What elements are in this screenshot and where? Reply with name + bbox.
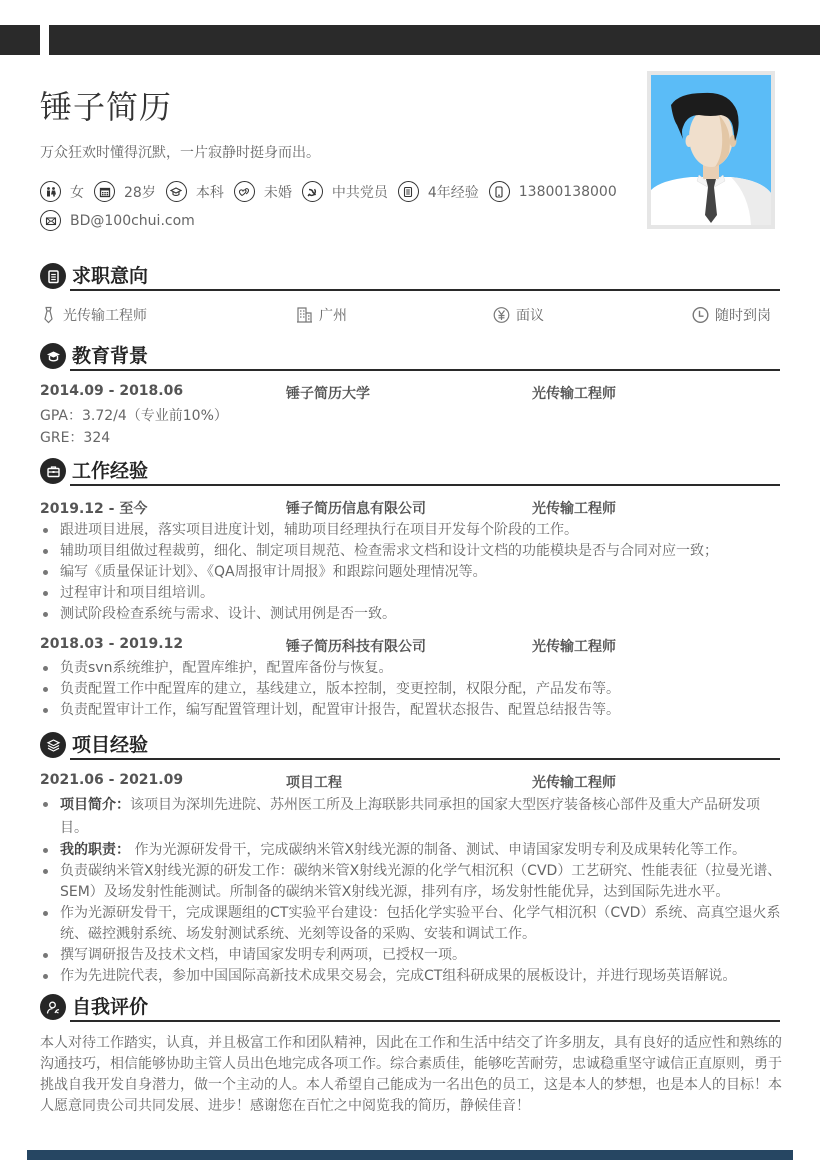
personal-info-row-1 [40,181,627,202]
section-divider [70,369,780,371]
list-item: 编写《质量保证计划》、《QA周报审计周报》和跟踪问题处理情况等。 [40,562,785,583]
info-education [166,181,224,202]
list-item: 测试阶段检查系统与需求、设计、测试用例是否一致。 [40,604,785,625]
intent-availability [692,305,771,325]
intent-salary [493,305,544,325]
work-period: 2019.12 - 至今 [40,501,148,517]
info-email [40,210,195,231]
list-item: 负责配置审计工作，编写配置管理计划，配置审计报告，配置状态报告、配置总结报告等。 [40,700,785,721]
avatar-illustration-icon [651,75,771,225]
intent-city-text: 广州 [319,308,347,324]
graduation-cap-icon [40,343,66,369]
profile-photo [647,71,775,229]
party-emblem-icon [302,181,323,202]
layers-icon [40,732,66,758]
info-age-text: 28岁 [124,184,156,201]
list-item: 作为光源研发骨干，完成课题组的CT实验平台建设：包括化学实验平台、化学气相沉积（CVD）系统、高真空退火系统、磁控溅射系统、场发射测试系统、光刻等设备的采购、安装和调试工作。 [40,903,785,945]
calendar-icon [94,181,115,202]
project-period: 2021.06 - 2021.09 [40,772,184,788]
section-divider [70,1020,780,1022]
info-marital-text: 未婚 [263,184,292,201]
clock-icon [692,306,709,324]
section-header-project [40,732,780,760]
tie-icon [40,306,57,324]
work-duties-list [40,520,785,625]
info-phone [489,181,617,202]
list-item: 过程审计和项目组培训。 [40,583,785,604]
work-entry-header [40,498,780,518]
info-marital [234,181,292,202]
section-header-intent [40,263,780,291]
section-divider [70,484,780,486]
project-intro-text: 该项目为深圳先进院、苏州医工所及上海联影共同承担的国家大型医疗装备核心部件及重大产品研发项目。 [60,797,760,836]
top-bar-right-decoration [49,25,820,55]
list-item: 跟进项目进展，落实项目进度计划，辅助项目经理执行在项目开发每个阶段的工作。 [40,520,785,541]
resume-name: 锤子简历 [40,88,173,126]
list-item: 撰写调研报告及技术文档，申请国家发明专利两项，已授权一项。 [40,945,785,966]
project-role: 光传输工程师 [532,775,616,791]
project-duty-label: 我的职责： [60,842,130,858]
work-company: 锤子简历信息有限公司 [286,501,426,517]
personal-info-row-2 [40,210,205,231]
self-evaluation-text: 本人对待工作踏实，认真，并且极富工作和团队精神，因此在工作和生活中结交了许多朋友，具有良好的适应性和熟练的沟通技巧，相信能够协助主管人员出色地完成各项工作。综合素质佳，能够吃苦耐劳，忠诚稳重坚守诚信正直原则，勇于挑战自我开发自身潜力，做一个主动的人。本人希望自己能成为一名出色的员工，这是本人的梦想，也是本人的目标！本人愿意同贵公司共同发展、进步！感谢您在百忙之中阅览我的简历，静候佳音！ [40,1035,782,1114]
section-title-project: 项目经验 [72,734,149,756]
section-title-intent: 求职意向 [72,265,149,287]
hearts-icon [234,181,255,202]
info-age [94,181,156,202]
project-name: 项目工程 [286,775,342,791]
bottom-bar-decoration [27,1150,793,1160]
education-period: 2014.09 - 2018.06 [40,383,184,399]
motto: 万众狂欢时懂得沉默，一片寂静时挺身而出。 [40,145,320,161]
list-item: 作为先进院代表，参加中国国际高新技术成果交易会，完成CT组科研成果的展板设计，并进行现场英语解说。 [40,966,785,987]
clipboard-icon [40,263,66,289]
yen-icon [493,306,510,324]
document-icon [398,181,419,202]
work-role: 光传输工程师 [532,639,616,655]
info-political [302,181,388,202]
section-header-education [40,343,780,371]
list-item: 负责碳纳米管X射线光源的研发工作：碳纳米管X射线光源的化学气相沉积（CVD）工艺研究、性能表征（拉曼光谱、SEM）及场发射性能测试。所制备的碳纳米管X射线光源，排列有序，场发射性能优异，达到国际先进水平。 [40,861,785,903]
info-political-text: 中共党员 [331,184,388,201]
info-education-text: 本科 [195,184,224,201]
project-intro [40,794,785,840]
work-duties-list [40,658,785,721]
intent-city [296,305,347,325]
education-entry-header [40,383,780,403]
envelope-icon [40,210,61,231]
info-phone-text: 13800138000 [518,183,617,200]
intent-position-text: 光传输工程师 [63,308,147,324]
person-icon [40,994,66,1020]
list-item: 负责svn系统维护，配置库维护，配置库备份与恢复。 [40,658,785,679]
section-header-work [40,458,780,486]
section-divider [70,758,780,760]
section-title-education: 教育背景 [72,345,149,367]
work-role: 光传输工程师 [532,501,616,517]
work-period: 2018.03 - 2019.12 [40,636,184,652]
gender-icon [40,181,61,202]
job-intent-row [40,305,780,327]
top-bar-left-decoration [0,25,40,55]
education-major: 光传输工程师 [532,386,616,402]
phone-icon [489,181,510,202]
section-title-work: 工作经验 [72,460,149,482]
intent-availability-text: 随时到岗 [715,308,771,324]
intent-position [40,305,147,325]
building-icon [296,306,313,324]
briefcase-icon [40,458,66,484]
education-gpa: GPA：3.72/4（专业前10%） [40,408,228,424]
work-entry-header [40,636,780,656]
info-experience-text: 4年经验 [427,184,479,201]
graduation-cap-icon [166,181,187,202]
list-item: 负责配置工作中配置库的建立，基线建立，版本控制，变更控制，权限分配，产品发布等。 [40,679,785,700]
project-details-list [40,794,785,987]
project-intro-label: 项目简介： [60,797,130,813]
project-duty-text: 作为光源研发骨干，完成碳纳米管X射线光源的制备、测试、申请国家发明专利及成果转化等工作。 [130,842,747,858]
info-email-text[interactable]: BD@100chui.com [70,212,195,229]
education-school: 锤子简历大学 [286,386,370,402]
section-header-self [40,994,780,1022]
info-experience [398,181,479,202]
project-duty [40,840,785,861]
list-item: 辅助项目组做过程裁剪，细化、制定项目规范、检查需求文档和设计文档的功能模块是否与合同对应一致； [40,541,785,562]
info-gender [40,181,84,202]
intent-salary-text: 面议 [516,308,544,324]
info-gender-text: 女 [70,184,84,201]
work-company: 锤子简历科技有限公司 [286,639,426,655]
section-divider [70,289,780,291]
project-entry-header [40,772,780,792]
section-title-self: 自我评价 [72,996,149,1018]
education-gre: GRE：324 [40,430,111,446]
